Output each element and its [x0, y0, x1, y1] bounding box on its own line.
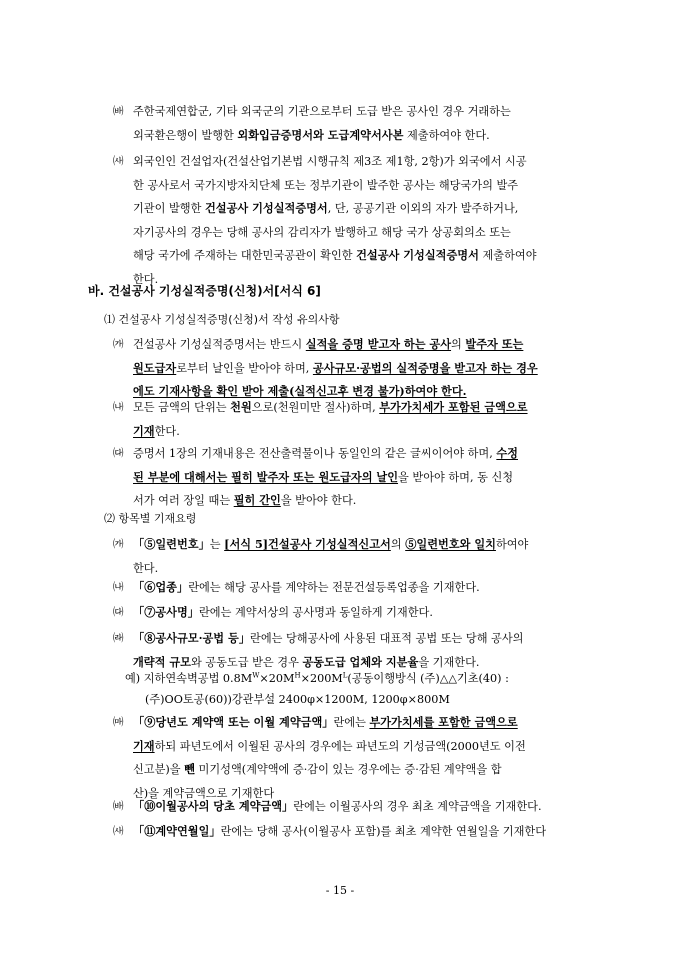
- text-run: 산)을 계약금액으로 기재한다: [133, 786, 275, 800]
- text-run: 개략적 규모: [133, 654, 191, 669]
- item-ma-2: [113, 711, 603, 805]
- item-line: [113, 442, 603, 466]
- page-number: - 15 -: [325, 884, 355, 897]
- text-run: 한다.: [154, 424, 180, 438]
- text-run: 외국환은행이 발행한: [133, 128, 238, 142]
- text-run: 필히 간인: [233, 493, 281, 507]
- item-marker: ㈓: [113, 800, 124, 812]
- item-ra-2: [113, 627, 603, 674]
- item-marker: ㈓: [113, 105, 124, 117]
- text-run: 증명서 1장의 기재내용은 전산출력물이나 동일인의 같은 글씨이어야 하며,: [133, 447, 497, 460]
- text-run: 수정: [496, 446, 518, 460]
- text-run: 하여야: [495, 538, 529, 551]
- item-ga-1: [113, 333, 603, 404]
- text-run: 건설공사 기성실적증명서는 반드시: [133, 338, 306, 351]
- text-run: 란에는: [333, 716, 370, 729]
- item-ba: [113, 100, 603, 147]
- text-run: 기재: [133, 423, 155, 438]
- item-line: [113, 735, 603, 759]
- text-run: 「⑦공사명」: [133, 605, 199, 619]
- text-run: 을 받아야 하며, 동 신청: [398, 470, 514, 484]
- example-line-1: 예) 지하연속벽공법 $0.8M^W\times 20M^H\times 200M^L$(공동이행방식 (주)△△기초(40) :: [125, 671, 509, 685]
- text-run: ⑤일련번호와 일치: [405, 537, 496, 551]
- text-run: 「⑩이월공사의 당초 계약금액」: [133, 799, 294, 813]
- text-run: 뺀: [184, 762, 195, 776]
- item-na-1: [113, 396, 603, 443]
- text-run: 한다.: [133, 561, 159, 575]
- item-da-1: [113, 442, 603, 513]
- item-marker: ㈑: [113, 632, 124, 644]
- item-line: [113, 244, 603, 268]
- text-run: 한 공사로서 국가지방자치단체 또는 정부기관이 발주한 공사는 해당국가의 발주: [133, 178, 519, 192]
- item-ba-2: [113, 795, 603, 819]
- text-run: 의: [390, 538, 406, 551]
- item-na-2: [113, 576, 603, 600]
- item-sa: [113, 150, 603, 291]
- text-run: 란에는 해당 공사를 계약하는 전문건설등록업종을 기재한다.: [188, 581, 480, 594]
- item-line: [113, 150, 603, 174]
- text-run: 「⑧공사규모·공법 등」: [133, 631, 251, 645]
- item-marker: ㈒: [113, 716, 124, 728]
- section-title: 바. 건설공사 기성실적증명(신청)서[서식 6]: [88, 284, 321, 298]
- item-line: [113, 533, 603, 557]
- text-run: 천원: [230, 400, 252, 414]
- text-run: 공사규모·공법의 실적증명을 받고자 하는 경우: [312, 360, 538, 375]
- item-marker: ㈎: [113, 338, 124, 350]
- text-run: 실적을 증명 받고자 하는 공사: [305, 337, 452, 351]
- text-run: 와 공동도급 받은 경우: [190, 655, 303, 669]
- subsection-1-title: ⑴ 건설공사 기성실적증명(신청)서 작성 유의사항: [104, 313, 340, 326]
- item-line: [113, 221, 603, 245]
- item-line: [113, 466, 603, 490]
- text-run: 을 기재한다.: [418, 655, 480, 669]
- item-line: [113, 333, 603, 357]
- item-line: [113, 396, 603, 420]
- item-marker: ㈐: [113, 606, 124, 618]
- text-run: 「⑨당년도 계약액 또는 이월 계약금액」: [133, 715, 334, 729]
- text-run: 공동도급 업체와 지분율: [302, 654, 419, 669]
- item-line: [113, 124, 603, 148]
- item-sa-2: [113, 820, 603, 844]
- text-run: 하되 파년도에서 이월된 공사의 경우에는 파년도의 기성금액(2000년도 이전: [154, 739, 526, 753]
- text-run: 란에는 당해 공사(이월공사 포함)를 최초 계약한 연월일을 기재한다: [220, 825, 547, 838]
- item-line: [113, 197, 603, 221]
- text-run: 「⑥업종」: [133, 580, 189, 594]
- item-da-2: [113, 601, 603, 625]
- text-run: 주한국제연합군, 기타 외국군의 기관으로부터 도급 받은 공사인 경우 거래하는: [133, 105, 511, 118]
- text-run: 모든 금액의 단위는: [133, 401, 231, 414]
- text-run: 원도급자: [133, 360, 177, 375]
- text-run: 기재: [133, 738, 155, 753]
- text-run: 제출하여야: [478, 249, 537, 262]
- text-run: 는: [209, 538, 225, 551]
- text-run: 란에는 계약서상의 공사명과 동일하게 기재한다.: [198, 606, 433, 619]
- item-ga-2: [113, 533, 603, 580]
- text-run: 제출하여야 한다.: [403, 128, 490, 142]
- item-line: [113, 357, 603, 381]
- text-run: 에도 기재사항을 확인 받아 제출(실적신고후 변경 불가)하여야 한다.: [133, 384, 467, 398]
- text-run: 신고분)을: [133, 763, 185, 776]
- item-marker: ㈏: [113, 581, 124, 593]
- text-run: 으로(천원미만 절사)하며,: [251, 401, 380, 414]
- text-run: 서가 여러 장일 때는: [133, 494, 234, 507]
- text-run: 자기공사의 경우는 당해 공사의 감리자가 발행하고 해당 국가 상공회의소 또는: [133, 225, 511, 239]
- text-run: 로부터 날인을 받아야 하며,: [176, 361, 313, 375]
- item-line: [113, 601, 603, 625]
- text-run: 한다.: [133, 272, 159, 286]
- item-line: [113, 820, 603, 844]
- text-run: 을 받아야 한다.: [280, 494, 357, 507]
- text-run: 부가가치세가 포함된 금액으로: [379, 400, 528, 414]
- text-run: 부가가치세를 포함한 금액으로: [369, 715, 518, 729]
- text-run: 외화입금증명서와 도급계약서사본: [237, 127, 404, 142]
- text-run: [서식 5]건설공사 기성실적신고서: [224, 537, 391, 551]
- item-marker: ㈔: [113, 155, 124, 167]
- example-line-2: (주)OO토공(60))강관부설 2400φ×1200M, 1200φ×800M: [145, 693, 450, 706]
- text-run: 외국인인 건설업자(건설산업기본법 시행규칙 제3조 제1항, 2항)가 외국에서 시공: [133, 155, 527, 168]
- text-run: 란에는 이월공사의 경우 최초 계약금액을 기재한다.: [293, 800, 542, 813]
- item-marker: ㈐: [113, 447, 124, 459]
- text-run: 미기성액(계약액에 증·감이 있는 경우에는 증·감된 계약액을 합: [194, 763, 502, 776]
- item-line: [113, 174, 603, 198]
- subsection-2-title: ⑵ 항목별 기재요령: [104, 512, 197, 525]
- text-run: 된 부분에 대해서는 필히 발주자 또는 원도급자의 날인: [133, 469, 399, 484]
- text-run: , 단, 공공기관 이외의 자가 발주하거나,: [327, 202, 519, 215]
- text-run: 기관이 발행한: [133, 202, 205, 215]
- text-run: 란에는 당해공사에 사용된 대표적 공법 또는 당해 공사의: [250, 632, 524, 645]
- item-line: [113, 627, 603, 651]
- item-line: [113, 100, 603, 124]
- text-run: 「⑪계약연월일」: [133, 824, 221, 838]
- item-marker: ㈎: [113, 538, 124, 550]
- text-run: 건설공사 기성실적증명서: [356, 248, 479, 262]
- text-run: 해당 국가에 주재하는 대한민국공관이 확인한: [133, 249, 357, 262]
- item-marker: ㈔: [113, 825, 124, 837]
- item-line: [113, 489, 603, 513]
- item-line: [113, 711, 603, 735]
- text-run: 발주자 또는: [465, 337, 524, 351]
- item-marker: ㈏: [113, 401, 124, 413]
- item-line: [113, 795, 603, 819]
- item-line: [113, 420, 603, 444]
- item-line: [113, 576, 603, 600]
- text-run: 건설공사 기성실적증명서: [204, 201, 328, 215]
- text-run: 의: [451, 338, 466, 351]
- item-line: [113, 758, 603, 782]
- text-run: 「⑤일련번호」: [133, 537, 210, 551]
